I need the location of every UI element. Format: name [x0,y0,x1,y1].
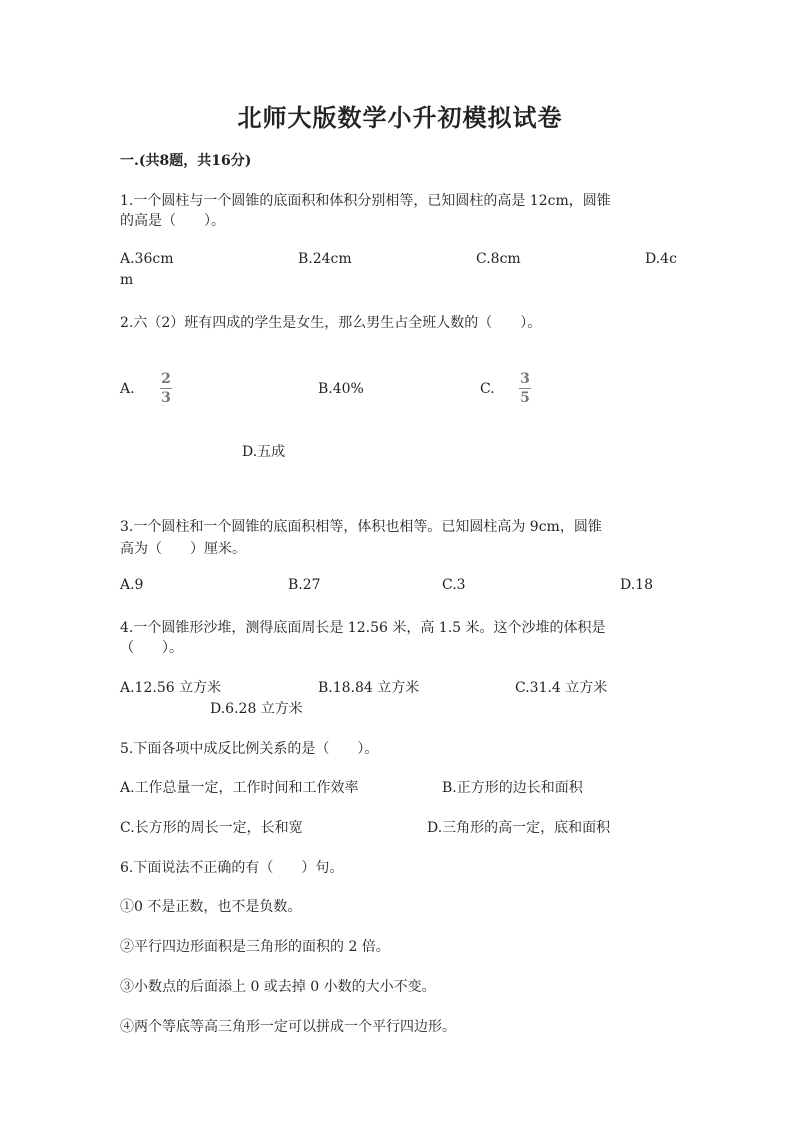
question-1-option-b: B.24cm [298,251,352,267]
question-2-option-a: A. [120,381,135,397]
question-1-stem-line-1: 1.一个圆柱与一个圆锥的底面积和体积分别相等，已知圆柱的高是 12cm，圆锥 [120,193,611,209]
question-3-stem-line-1: 3.一个圆柱和一个圆锥的底面积相等，体积也相等。已知圆柱高为 9cm，圆锥 [120,519,602,535]
fraction-denominator: 5 [520,390,530,407]
fraction-numerator: 3 [520,371,530,387]
question-2-stem: 2.六（2）班有四成的学生是女生，那么男生占全班人数的（ ）。 [120,315,542,331]
question-3-option-b: B.27 [288,577,321,593]
question-2-option-b: B.40% [318,381,364,397]
question-3-option-d: D.18 [620,577,653,593]
question-5-option-d: D.三角形的高一定，底和面积 [427,820,611,836]
question-6-statement-4: ④两个等底等高三角形一定可以拼成一个平行四边形。 [120,1019,456,1035]
question-5-option-c: C.长方形的周长一定，长和宽 [120,820,303,836]
page-title: 北师大版数学小升初模拟试卷 [237,103,563,132]
question-5-option-a: A.工作总量一定，工作时间和工作效率 [120,780,359,796]
question-5-stem: 5.下面各项中成反比例关系的是（ ）。 [120,741,379,757]
question-3-option-a: A.9 [120,577,144,593]
question-5-option-b: B.正方形的边长和面积 [442,780,583,796]
question-4-option-c: C.31.4 立方米 [515,680,608,696]
question-2-fraction-a [160,372,172,405]
question-1-option-a: A.36cm [120,251,174,267]
section-heading: 一.(共8题，共16分) [120,153,252,169]
question-2-option-c: C. [480,381,495,397]
question-6-stem: 6.下面说法不正确的有（ ）句。 [120,860,344,876]
question-2-fraction-c [519,372,531,405]
question-4-option-d: D.6.28 立方米 [210,701,303,717]
fraction-denominator: 3 [161,390,171,407]
question-1-option-d-wrap: m [120,272,134,288]
question-1-option-d: D.4c [645,251,677,267]
question-6-statement-3: ③小数点的后面添上 0 或去掉 0 小数的大小不变。 [120,979,436,995]
question-4-option-b: B.18.84 立方米 [318,680,420,696]
fraction-numerator: 2 [161,371,171,387]
question-6-statement-1: ①0 不是正数，也不是负数。 [120,899,302,915]
question-3-stem-line-2: 高为（ ）厘米。 [120,541,246,557]
question-3-option-c: C.3 [442,577,466,593]
fraction-bar [160,388,172,389]
question-6-statement-2: ②平行四边形面积是三角形的面积的 2 倍。 [120,939,390,955]
question-4-stem-line-1: 4.一个圆锥形沙堆，测得底面周长是 12.56 米，高 1.5 米。这个沙堆的体积是 [120,620,606,636]
fraction-bar [519,388,531,389]
question-1-stem-line-2: 的高是（ ）。 [120,213,225,229]
question-4-option-a: A.12.56 立方米 [120,680,222,696]
question-1-option-c: C.8cm [476,251,521,267]
question-4-stem-line-2: （ ）。 [120,640,183,656]
question-2-option-d: D.五成 [242,444,286,460]
